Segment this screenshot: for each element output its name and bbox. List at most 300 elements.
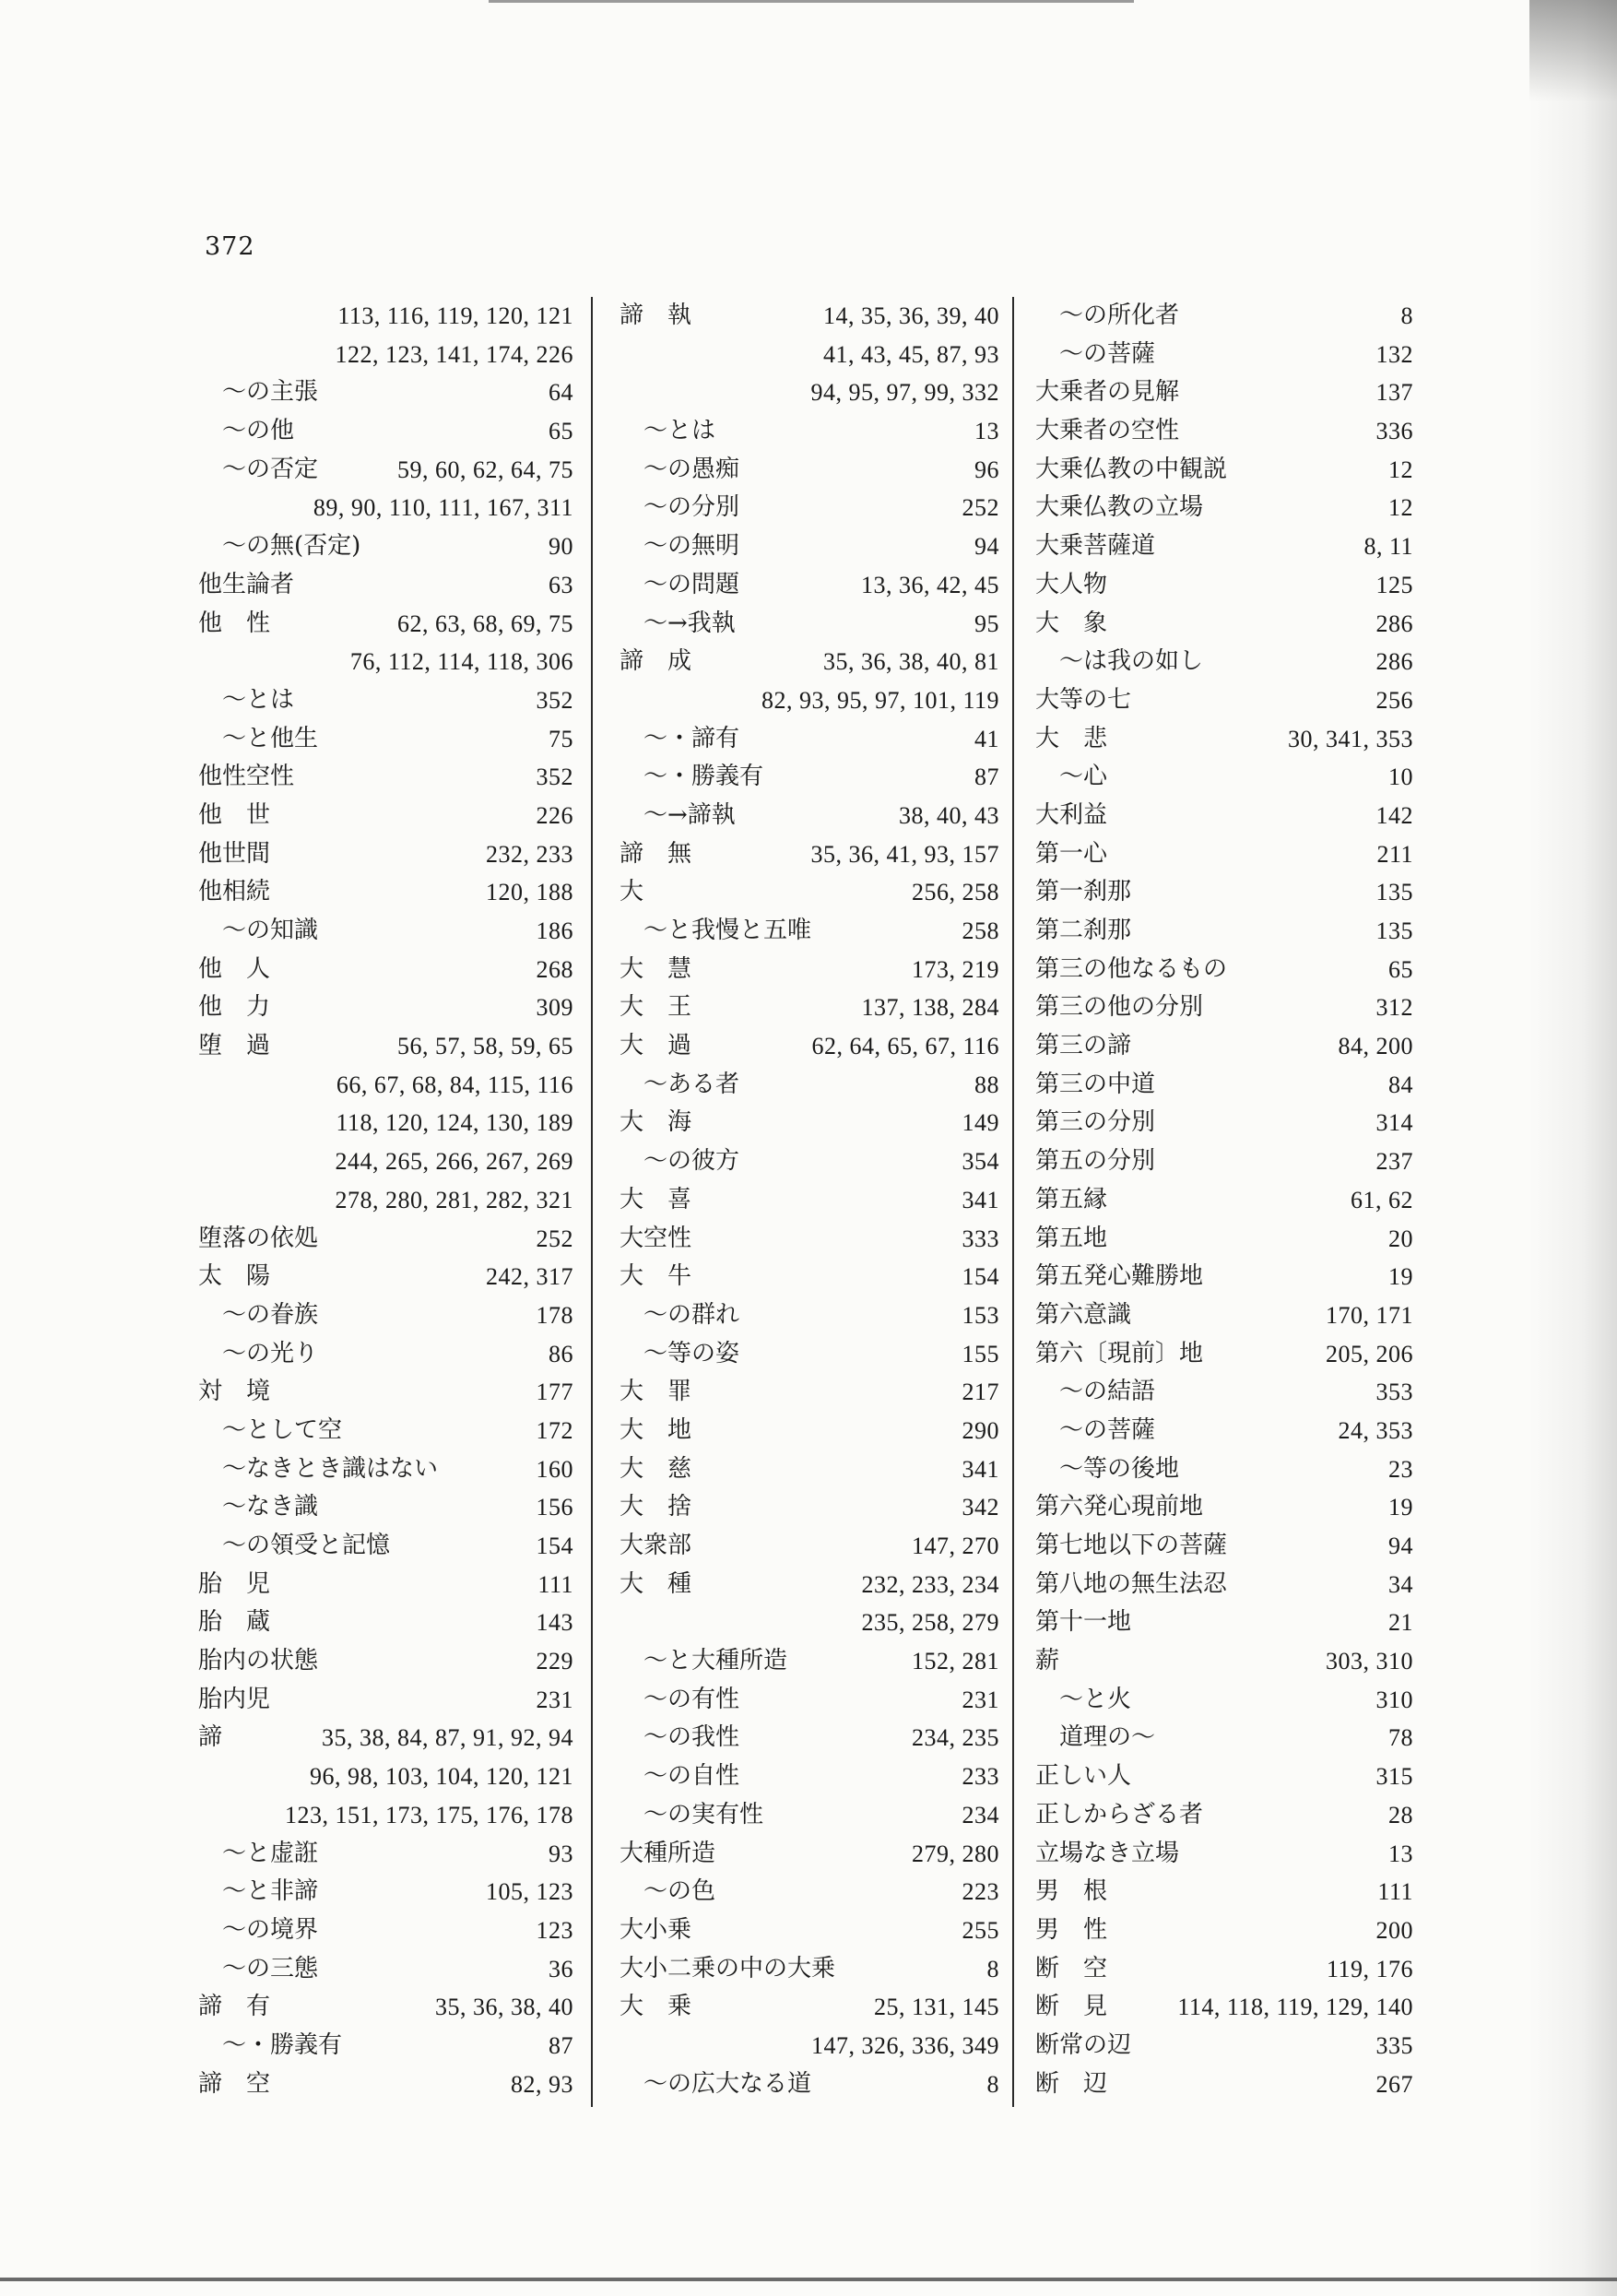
index-term: 断 見 (1035, 1993, 1108, 2021)
index-term: 大 喜 (620, 1185, 692, 1213)
index-term: 断 空 (1035, 1954, 1108, 1982)
index-entry (198, 1450, 573, 1489)
index-entry (1035, 1412, 1413, 1450)
index-subterm: ～の他 (222, 417, 295, 445)
index-page-refs: 8 (986, 2070, 999, 2098)
index-entry (620, 1758, 999, 1796)
index-subterm: ～と非諦 (222, 1877, 319, 1906)
index-term: 諦 有 (198, 1993, 271, 2021)
index-page-refs: 8, 11 (1363, 533, 1413, 561)
index-entry (198, 835, 573, 874)
index-page-refs: 123 (536, 1916, 573, 1944)
index-page-refs: 61, 62 (1351, 1186, 1413, 1213)
index-subterm: ～の自性 (643, 1762, 740, 1791)
index-term: 堕 過 (198, 1032, 271, 1060)
index-entry (620, 758, 999, 797)
index-term: 薪 (1035, 1647, 1060, 1675)
index-page-refs: 232, 233, 234 (861, 1570, 999, 1598)
index-term: 大 地 (620, 1415, 692, 1444)
column-divider (1012, 297, 1014, 2107)
index-page-refs: 223 (962, 1878, 999, 1906)
index-entry (1035, 1988, 1413, 2027)
index-entry (198, 681, 573, 720)
index-term: 他 世 (198, 800, 271, 829)
index-page-refs: 84 (1388, 1071, 1413, 1098)
index-page-refs: 120, 188 (486, 879, 573, 906)
index-page-refs: 200 (1375, 1916, 1413, 1944)
index-page-refs: 258 (962, 917, 999, 944)
index-term: 対 境 (198, 1378, 271, 1406)
index-page-refs: 205, 206 (1326, 1340, 1413, 1367)
index-term: 第七地以下の菩薩 (1035, 1532, 1228, 1559)
index-entry (1035, 681, 1413, 720)
index-entry (1035, 451, 1413, 490)
index-page-refs: 21 (1388, 1609, 1413, 1637)
index-entry (620, 1988, 999, 2027)
index-term: 第三の中道 (1035, 1070, 1156, 1098)
index-page-refs: 178 (536, 1301, 573, 1329)
index-page-refs: 217 (962, 1379, 999, 1406)
index-entry (1035, 1873, 1413, 1911)
index-page-refs: 147, 326, 336, 349 (811, 2031, 999, 2059)
index-entry (198, 1027, 573, 1066)
index-entry (620, 1642, 999, 1681)
index-subterm: ～とは (222, 685, 295, 714)
index-page-refs: 20 (1388, 1225, 1413, 1252)
index-subterm: ～の我性 (643, 1723, 740, 1752)
index-entry (620, 1450, 999, 1489)
index-term: 第二刹那 (1035, 917, 1132, 944)
index-page-refs: 35, 36, 38, 40 (435, 1994, 573, 2021)
index-entry (1035, 988, 1413, 1027)
index-entry (620, 873, 999, 912)
index-term: 第六〔現前〕地 (1035, 1339, 1204, 1367)
index-page-refs: 232, 233 (486, 840, 573, 868)
index-entry (198, 412, 573, 451)
index-entry (620, 1873, 999, 1911)
index-page-refs: 341 (962, 1186, 999, 1213)
page-number: 372 (205, 232, 255, 261)
index-page-refs: 234, 235 (912, 1724, 999, 1752)
index-subterm: ～の問題 (643, 570, 740, 598)
index-entry (198, 797, 573, 835)
index-entry (620, 1911, 999, 1950)
index-page-refs: 90 (549, 533, 573, 561)
index-entry (620, 336, 999, 374)
index-entry (1035, 797, 1413, 835)
index-page-refs: 135 (1375, 917, 1413, 944)
index-entry (198, 336, 573, 374)
index-entry (620, 1796, 999, 1835)
index-page-refs: 87 (549, 2031, 573, 2059)
index-page-refs: 132 (1375, 340, 1413, 368)
index-entry (1035, 1220, 1413, 1259)
index-entry (198, 988, 573, 1027)
index-page-refs: 88 (974, 1071, 999, 1098)
index-page-refs: 94 (1388, 1533, 1413, 1559)
index-entry (198, 1566, 573, 1604)
index-page-refs: 211 (1376, 840, 1413, 868)
index-term: 他 性 (198, 609, 271, 637)
index-entry (1035, 1142, 1413, 1181)
index-subterm: ～と虚誑 (222, 1839, 319, 1867)
index-entry (1035, 1642, 1413, 1681)
index-term: 他生論者 (198, 570, 295, 598)
index-entry (1035, 1758, 1413, 1796)
index-subterm: ～の有性 (643, 1685, 740, 1713)
index-page-refs: 65 (549, 418, 573, 445)
scan-bottom-edge (0, 2278, 1617, 2281)
index-entry (1035, 1911, 1413, 1950)
index-page-refs: 341 (962, 1455, 999, 1483)
index-entry (1035, 1181, 1413, 1220)
index-page-refs: 135 (1375, 879, 1413, 906)
index-entry (1035, 1604, 1413, 1642)
index-term: 第三の他の分別 (1035, 993, 1204, 1022)
index-term: 大 牛 (620, 1262, 692, 1291)
index-term: 大 種 (620, 1569, 692, 1598)
index-entry (198, 1181, 573, 1220)
index-entry (1035, 1066, 1413, 1105)
index-page-refs: 352 (536, 763, 573, 791)
index-page-refs: 154 (962, 1263, 999, 1291)
index-term: 諦 無 (620, 839, 692, 868)
index-page-refs: 93 (549, 1840, 573, 1867)
index-term: 大人物 (1035, 570, 1108, 598)
index-term: 男 根 (1035, 1877, 1108, 1906)
index-entry (620, 1527, 999, 1566)
index-subterm: ～の彼方 (643, 1147, 740, 1176)
index-page-refs: 89, 90, 110, 111, 167, 311 (313, 494, 573, 522)
index-subterm: ～の愚痴 (643, 455, 740, 483)
index-entry (1035, 605, 1413, 644)
index-subterm: ～と我慢と五唯 (643, 917, 812, 944)
index-entry (620, 373, 999, 412)
index-page-refs: 286 (1375, 648, 1413, 676)
index-page-refs: 177 (536, 1379, 573, 1406)
index-subterm: ～の結語 (1059, 1378, 1156, 1406)
index-entry (198, 1911, 573, 1950)
index-page-refs: 155 (962, 1340, 999, 1367)
index-page-refs: 268 (536, 955, 573, 983)
index-term: 太 陽 (198, 1262, 271, 1291)
index-page-refs: 25, 131, 145 (874, 1994, 999, 2021)
index-term: 大 慧 (620, 954, 692, 983)
index-entry (198, 1681, 573, 1720)
index-page-refs: 35, 36, 38, 40, 81 (823, 648, 999, 676)
index-entry (620, 489, 999, 527)
index-entry (620, 451, 999, 490)
index-term: 胎内の状態 (198, 1647, 319, 1675)
index-page-refs: 256 (1375, 686, 1413, 714)
index-page-refs: 336 (1375, 418, 1413, 445)
index-page-refs: 170, 171 (1326, 1301, 1413, 1329)
index-page-refs: 237 (1375, 1148, 1413, 1176)
index-entry (198, 1142, 573, 1181)
index-page-refs: 156 (536, 1494, 573, 1521)
index-entry (198, 1296, 573, 1335)
index-entry (620, 720, 999, 759)
index-term: 第十一地 (1035, 1608, 1132, 1637)
index-entry (1035, 412, 1413, 451)
index-term: 諦 空 (198, 2069, 271, 2098)
index-term: 胎 蔵 (198, 1608, 271, 1637)
index-subterm: ～→諦執 (643, 800, 736, 829)
index-page-refs: 315 (1375, 1763, 1413, 1791)
index-page-refs: 137 (1375, 379, 1413, 407)
index-page-refs: 229 (536, 1648, 573, 1675)
index-subterm: ～なきとき識はない (222, 1454, 439, 1483)
index-entry (1035, 1681, 1413, 1720)
index-page-refs: 82, 93, 95, 97, 101, 119 (761, 686, 999, 714)
index-entry (1035, 489, 1413, 527)
index-page-refs: 352 (536, 686, 573, 714)
index-page-refs: 62, 63, 68, 69, 75 (397, 610, 573, 637)
scan-corner-shadow (1529, 0, 1617, 101)
index-page-refs: 290 (962, 1416, 999, 1444)
index-subterm: ～・諦有 (643, 724, 740, 752)
index-entry (1035, 1104, 1413, 1142)
index-term: 第六発心現前地 (1035, 1493, 1204, 1521)
index-entry (1035, 2027, 1413, 2065)
index-page-refs: 143 (536, 1609, 573, 1637)
index-page-refs: 310 (1375, 1686, 1413, 1713)
index-term: 第三の分別 (1035, 1108, 1156, 1137)
index-page-refs: 244, 265, 266, 267, 269 (335, 1148, 573, 1176)
index-term: 大 王 (620, 993, 692, 1022)
index-entry (620, 912, 999, 951)
index-term: 大 (620, 878, 644, 906)
index-term: 大 乗 (620, 1993, 692, 2021)
index-column-2 (620, 297, 999, 2103)
index-page-refs: 309 (536, 994, 573, 1022)
index-entry (620, 297, 999, 336)
index-subterm: ～の眷族 (222, 1300, 319, 1329)
index-entry (620, 1604, 999, 1642)
index-subterm: ～の領受と記憶 (222, 1532, 391, 1559)
index-page-refs: 114, 118, 119, 129, 140 (1177, 1994, 1413, 2021)
index-subterm: ～の三態 (222, 1954, 319, 1982)
index-subterm: ～の分別 (643, 493, 740, 522)
index-page-refs: 14, 35, 36, 39, 40 (823, 302, 999, 329)
index-entry (198, 1719, 573, 1758)
index-term: 第一刹那 (1035, 878, 1132, 906)
index-page-refs: 30, 341, 353 (1288, 725, 1413, 752)
index-term: 大 悲 (1035, 724, 1108, 752)
index-page-refs: 252 (962, 494, 999, 522)
index-entry (198, 527, 573, 566)
index-term: 第五発心難勝地 (1035, 1262, 1204, 1291)
index-page-refs: 119, 176 (1326, 1955, 1413, 1982)
index-page-refs: 142 (1375, 801, 1413, 829)
index-page-refs: 256, 258 (912, 879, 999, 906)
index-subterm: ～の知識 (222, 917, 319, 944)
index-entry (1035, 643, 1413, 681)
index-subterm: ～の広大なる道 (643, 2069, 812, 2098)
index-page-refs: 38, 40, 43 (899, 801, 999, 829)
index-subterm: ～の菩薩 (1059, 1415, 1156, 1444)
index-page-refs: 342 (962, 1494, 999, 1521)
index-page-refs: 94 (974, 533, 999, 561)
index-page-refs: 354 (962, 1148, 999, 1176)
index-term: 第三の他なるもの (1035, 954, 1228, 983)
index-page-refs: 13 (1388, 1840, 1413, 1867)
index-entry (620, 1373, 999, 1412)
index-term: 大 慈 (620, 1454, 692, 1483)
index-term: 大空性 (620, 1224, 692, 1252)
index-entry (620, 681, 999, 720)
index-page-refs: 59, 60, 62, 64, 75 (397, 456, 573, 483)
index-entry (620, 2065, 999, 2104)
index-entry (620, 797, 999, 835)
index-page-refs: 303, 310 (1326, 1648, 1413, 1675)
index-entry (198, 1527, 573, 1566)
index-subterm: ～→我執 (643, 609, 736, 637)
index-page-refs: 13, 36, 42, 45 (861, 571, 999, 598)
index-page-refs: 86 (549, 1340, 573, 1367)
scan-top-edge (489, 0, 1134, 3)
index-subterm: ～なき識 (222, 1493, 319, 1521)
index-term: 大利益 (1035, 800, 1108, 829)
index-page-refs: 105, 123 (486, 1878, 573, 1906)
index-page-refs: 62, 64, 65, 67, 116 (811, 1033, 999, 1060)
index-entry (198, 1835, 573, 1874)
index-page-refs: 76, 112, 114, 118, 306 (349, 648, 573, 676)
index-column-3 (1035, 297, 1413, 2103)
index-page-refs: 173, 219 (912, 955, 999, 983)
index-term: 大乗仏教の中観説 (1035, 455, 1228, 483)
index-entry (620, 1142, 999, 1181)
index-term: 大 捨 (620, 1493, 692, 1521)
index-entry (620, 1950, 999, 1989)
index-entry (620, 1258, 999, 1296)
index-subterm: ～心 (1059, 763, 1108, 791)
index-subterm: ～の群れ (643, 1300, 740, 1329)
index-term: 諦 (198, 1723, 223, 1752)
index-term: 男 性 (1035, 1915, 1108, 1944)
index-entry (620, 1835, 999, 1874)
index-term: 他 力 (198, 993, 271, 1022)
index-page-refs: 96 (974, 456, 999, 483)
index-entry (198, 451, 573, 490)
index-page-refs: 125 (1375, 571, 1413, 598)
index-entry (1035, 1450, 1413, 1489)
index-entry (1035, 912, 1413, 951)
index-entry (1035, 1566, 1413, 1604)
index-subterm: ～の実有性 (643, 1800, 764, 1829)
index-page-refs: 41 (974, 725, 999, 752)
index-entry (1035, 1835, 1413, 1874)
index-entry (620, 605, 999, 644)
index-entry (198, 758, 573, 797)
index-subterm: ～と大種所造 (643, 1647, 788, 1675)
index-term: 正しからざる者 (1035, 1800, 1204, 1829)
index-term: 他 人 (198, 954, 271, 983)
index-entry (620, 1681, 999, 1720)
index-term: 諦 執 (620, 302, 692, 329)
index-page-refs: 279, 280 (912, 1840, 999, 1867)
index-term: 他性空性 (198, 763, 295, 791)
index-page-refs: 12 (1388, 494, 1413, 522)
index-entry (620, 1181, 999, 1220)
index-page-refs: 8 (986, 1955, 999, 1982)
index-page-refs: 153 (962, 1301, 999, 1329)
index-page-refs: 66, 67, 68, 84, 115, 116 (336, 1071, 573, 1098)
index-entry (620, 1566, 999, 1604)
index-entry (198, 873, 573, 912)
index-term: 大乗者の空性 (1035, 417, 1180, 445)
index-subterm: ～として空 (222, 1415, 343, 1444)
index-subterm: ～の無(否定) (222, 532, 361, 561)
index-page-refs: 267 (1375, 2070, 1413, 2098)
index-page-refs: 252 (536, 1225, 573, 1252)
index-entry (620, 1719, 999, 1758)
index-page-refs: 12 (1388, 456, 1413, 483)
index-entry (198, 1066, 573, 1105)
index-page-refs: 231 (962, 1686, 999, 1713)
index-entry (198, 643, 573, 681)
index-page-refs: 75 (549, 725, 573, 752)
index-page-refs: 152, 281 (912, 1648, 999, 1675)
index-entry (1035, 1796, 1413, 1835)
index-entry (1035, 1488, 1413, 1527)
index-entry (620, 951, 999, 989)
index-page-refs: 147, 270 (912, 1533, 999, 1559)
index-term: 第五縁 (1035, 1185, 1108, 1213)
column-divider (591, 297, 593, 2107)
index-page-refs: 233 (962, 1763, 999, 1791)
index-column-1 (198, 297, 573, 2103)
index-entry (198, 297, 573, 336)
index-page-refs: 10 (1388, 763, 1413, 791)
index-entry (1035, 527, 1413, 566)
index-term: 大 象 (1035, 609, 1108, 637)
index-entry (620, 527, 999, 566)
index-term: 大種所造 (620, 1839, 716, 1867)
index-entry (198, 1604, 573, 1642)
index-term: 大小二乗の中の大乗 (620, 1954, 836, 1982)
index-page-refs: 314 (1375, 1109, 1413, 1137)
index-subterm: ～と火 (1059, 1685, 1132, 1713)
index-entry (1035, 1719, 1413, 1758)
index-term: 大衆部 (620, 1532, 692, 1559)
index-page-refs: 95 (974, 610, 999, 637)
index-entry (198, 1258, 573, 1296)
index-term: 断 辺 (1035, 2069, 1108, 2098)
index-entry (198, 566, 573, 605)
index-page-refs: 353 (1375, 1379, 1413, 1406)
index-page-refs: 242, 317 (486, 1263, 573, 1291)
index-page-refs: 118, 120, 124, 130, 189 (336, 1109, 573, 1137)
index-entry (620, 1335, 999, 1374)
index-term: 第五の分別 (1035, 1147, 1156, 1176)
index-entry (198, 1412, 573, 1450)
index-entry (198, 1642, 573, 1681)
index-term: 第一心 (1035, 839, 1108, 868)
index-entry (620, 1488, 999, 1527)
index-subterm: ～の無明 (643, 532, 740, 561)
index-page-refs: 78 (1388, 1724, 1413, 1752)
index-page-refs: 231 (536, 1686, 573, 1713)
index-term: 第三の諦 (1035, 1032, 1132, 1060)
index-subterm: ～の色 (643, 1877, 716, 1906)
index-entry (1035, 835, 1413, 874)
index-entry (198, 1758, 573, 1796)
index-entry (1035, 1527, 1413, 1566)
index-subterm: ～の所化者 (1059, 302, 1180, 329)
index-term: 胎内児 (198, 1685, 271, 1713)
index-page-refs: 172 (536, 1416, 573, 1444)
